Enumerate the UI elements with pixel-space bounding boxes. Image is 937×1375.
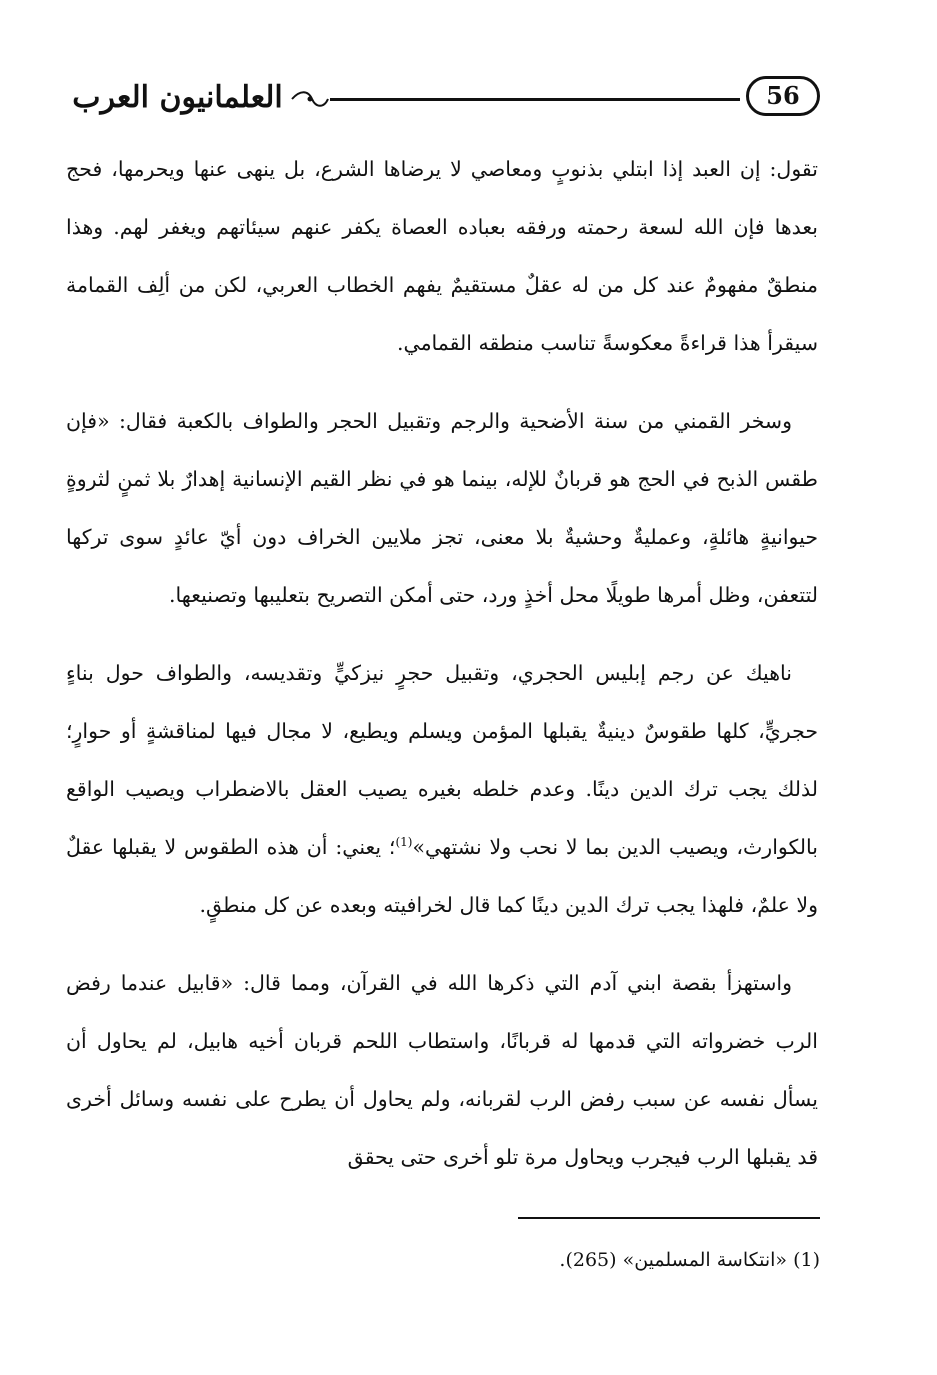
paragraph: تقول: إن العبد إذا ابتلي بذنوبٍ ومعاصي لا يرضاها الشرع، بل ينهى عنها ويحرمها، فحج بعدها فإن الله لسعة رحمته ورفقه بعباده العصاة يكفر عنهم سيئاتهم ويغفر لهم. وهذا منطقٌ مفهومٌ عند كل من له عقلٌ مستقيمٌ يفهم الخطاب العربي، لكن من ألِف القمامة سيقرأ هذا قراءةً معكوسةً تناسب منطقه القمامي.: [66, 157, 818, 355]
running-title: العلمانيون العرب: [72, 80, 283, 115]
footnote-marker: (1): [395, 835, 413, 850]
paragraph-text: ناهيك عن رجم إبليس الحجري، وتقبيل حجرٍ نيزكيٍّ وتقديسه، والطواف حول بناءٍ حجريٍّ، كلها طقوسٌ دينيةٌ يقبلها المؤمن ويسلم ويطيع، لا مجال فيها لمناقشةٍ أو حوارٍ؛ لذلك يجب ترك الدين دينًا. وعدم خلطه بغيره يصيب العقل بالاضطراب ويصيب الواقع بالكوارث، ويصيب الدين بما لا نحب ولا نشتهي»: [66, 661, 818, 859]
paragraph-text: ؛ يعني: أن هذه الطقوس لا يقبلها عقلٌ ولا علمٌ، فلهذا يجب ترك الدين دينًا كما قال لخرافيته وبعده عن كل منطقٍ.: [66, 835, 818, 917]
header-rule: [330, 98, 740, 101]
paragraph: واستهزأ بقصة ابني آدم التي ذكرها الله في القرآن، ومما قال: «قابيل عندما رفض الرب خضرواته التي قدمها له قربانًا، واستطاب اللحم قربان أخيه هابيل، لم يحاول أن يسأل نفسه عن سبب رفض الرب لقربانه، ولم يحاول أن يطرح على نفسه وسائل أخرى قد يقبلها الرب فيجرب ويحاول مرة تلو أخرى حتى يحقق: [66, 971, 818, 1169]
footnote-rule: [518, 1217, 820, 1219]
ornament-icon: [290, 88, 330, 110]
footnote: (1) «انتكاسة المسلمين» (265).: [559, 1249, 820, 1271]
body-text: [66, 140, 818, 1206]
paragraph: وسخر القمني من سنة الأضحية والرجم وتقبيل الحجر والطواف بالكعبة فقال: «فإن طقس الذبح في الحج هو قربانٌ للإله، بينما هو في نظر القيم الإنسانية إهدارٌ بلا ثمنٍ لثروةٍ حيوانيةٍ هائلةٍ، وعمليةٌ وحشيةٌ بلا معنى، تجز ملايين الخراف دون أيّ عائدٍ سوى تركها لتتعفن، وظل أمرها طويلًا محل أخذٍ ورد، حتى أمكن التصريح بتعليبها وتصنيعها.: [66, 409, 818, 607]
page-header: [60, 70, 820, 130]
paragraph: [66, 644, 818, 934]
page-number: 56: [746, 76, 820, 116]
